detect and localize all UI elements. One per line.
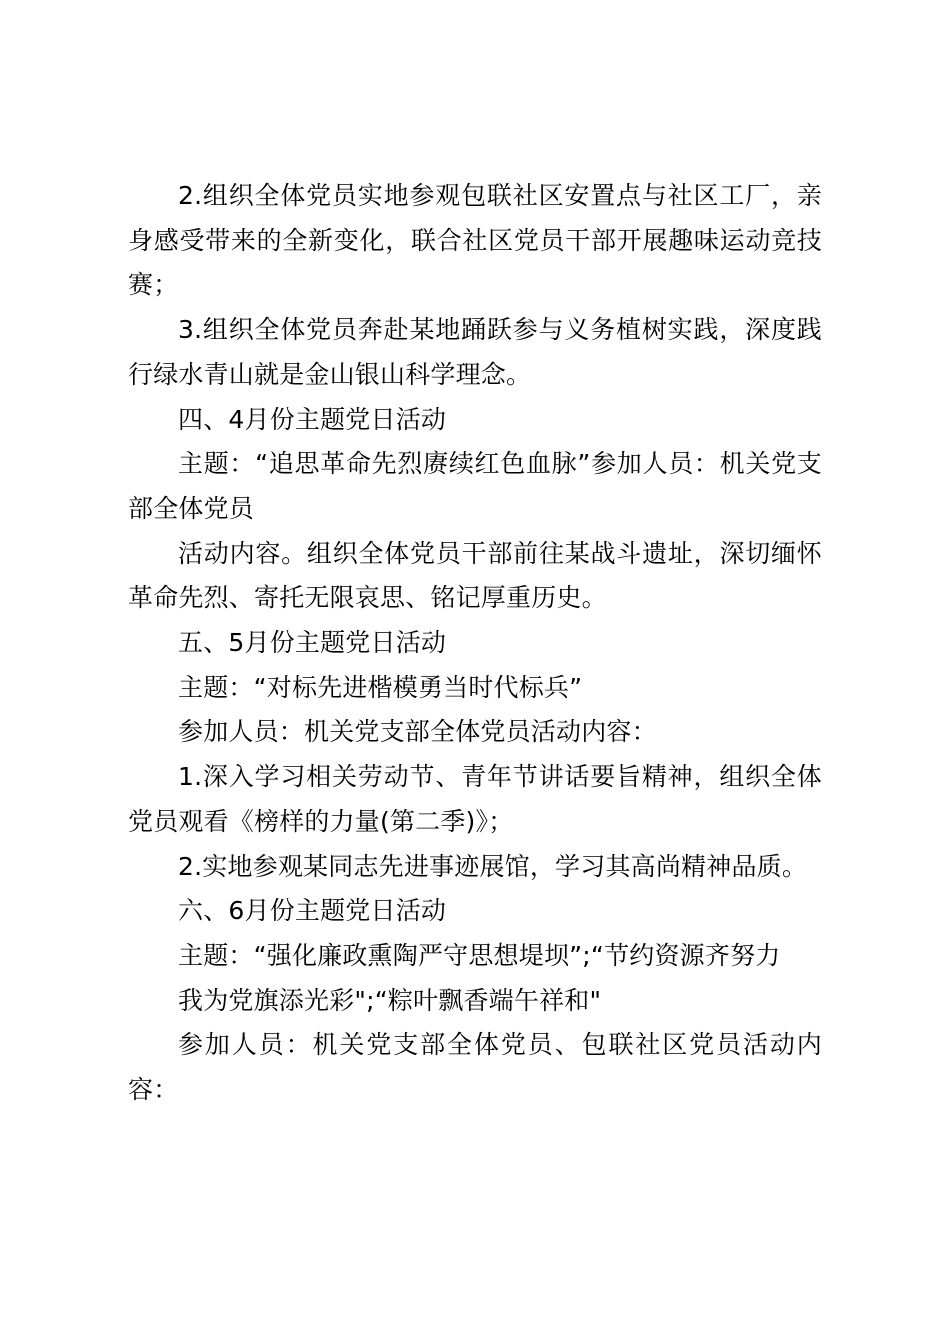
section-heading-june: 六、6月份主题党日活动 — [178, 896, 447, 926]
paragraph-may-item-2: 2.实地参观某同志先进事迹展馆，学习其高尚精神品质。 — [178, 851, 808, 881]
section-heading-may: 五、5月份主题党日活动 — [178, 628, 447, 658]
paragraph-may-participants: 参加人员：机关党支部全体党员活动内容： — [178, 717, 657, 747]
paragraph-june-theme-line-2: 我为党旗添光彩";“粽叶飘香端午祥和" — [178, 985, 602, 1015]
document-body — [128, 174, 822, 1113]
paragraph-june-participants: 参加人员：机关党支部全体党员、包联社区党员活动内容： — [128, 1030, 822, 1105]
paragraph-april-content: 活动内容。组织全体党员干部前往某战斗遗址，深切缅怀革命先烈、寄托无限哀思、铭记厚重历史。 — [128, 538, 822, 613]
section-heading-april: 四、4月份主题党日活动 — [178, 404, 447, 434]
paragraph-june-theme-line-1: 主题：“强化廉政熏陶严守思想堤坝”;“节约资源齐努力 — [178, 940, 781, 970]
paragraph-may-theme: 主题：“对标先进楷模勇当时代标兵” — [178, 672, 583, 702]
paragraph-item-2: 2.组织全体党员实地参观包联社区安置点与社区工厂，亲身感受带来的全新变化，联合社区党员干部开展趣味运动竞技赛； — [128, 181, 822, 300]
paragraph-item-3: 3.组织全体党员奔赴某地踊跃参与义务植树实践，深度践行绿水青山就是金山银山科学理念。 — [128, 315, 822, 389]
paragraph-april-theme: 主题：“追思革命先烈赓续红色血脉”参加人员：机关党支部全体党员 — [128, 449, 822, 523]
paragraph-may-item-1: 1.深入学习相关劳动节、青年节讲话要旨精神，组织全体党员观看《榜样的力量(第二季)》； — [128, 762, 822, 836]
